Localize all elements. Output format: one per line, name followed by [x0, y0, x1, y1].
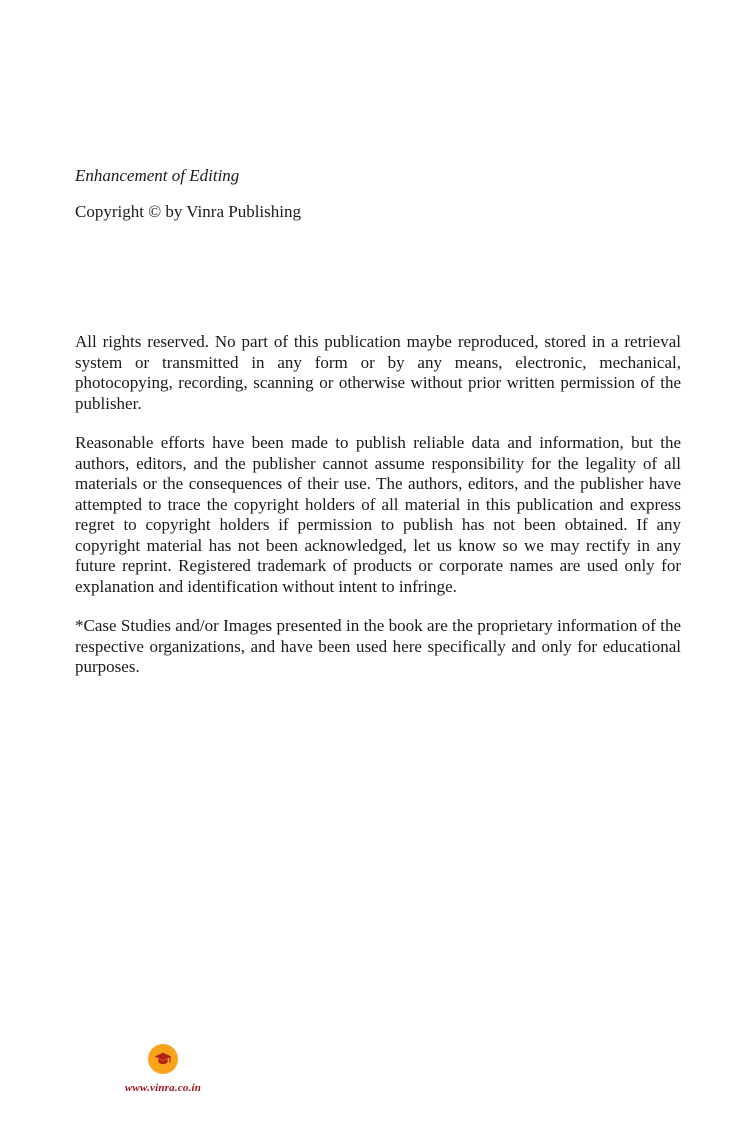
case-studies-paragraph: *Case Studies and/or Images presented in the book are the proprietary information of the respective organizations, and have been used here specifically and only for educational purposes. — [75, 616, 681, 676]
book-title: Enhancement of Editing — [75, 166, 240, 185]
copyright-notice: Copyright © by Vinra Publishing — [75, 202, 301, 221]
publisher-logo — [148, 1044, 178, 1074]
graduation-cap-icon — [153, 1049, 173, 1069]
all-rights-reserved-paragraph: All rights reserved. No part of this publication maybe reproduced, stored in a retrieval system or transmitted in any form or by any means, electronic, mechanical, photocopying, recording, scanning or otherwise without prior written permission of the publisher. — [75, 332, 681, 413]
publisher-website-url: www.vinra.co.in — [124, 1082, 202, 1094]
disclaimer-paragraph: Reasonable efforts have been made to publish reliable data and information, but the authors, editors, and the publisher cannot assume responsibility for the legality of all materials or the consequences of their use. The authors, editors, and the publisher have attempted to trace the copyright holders of all material in this publication and express regret to copyright holders if permission to publish has not been obtained. If any copyright material has not been acknowledged, let us know so we may rectify in any future reprint. Registered trademark of products or corporate names are used only for explanation and identification without intent to infringe. — [75, 433, 681, 596]
copyright-page-content — [75, 165, 681, 678]
publisher-footer — [108, 1044, 218, 1094]
